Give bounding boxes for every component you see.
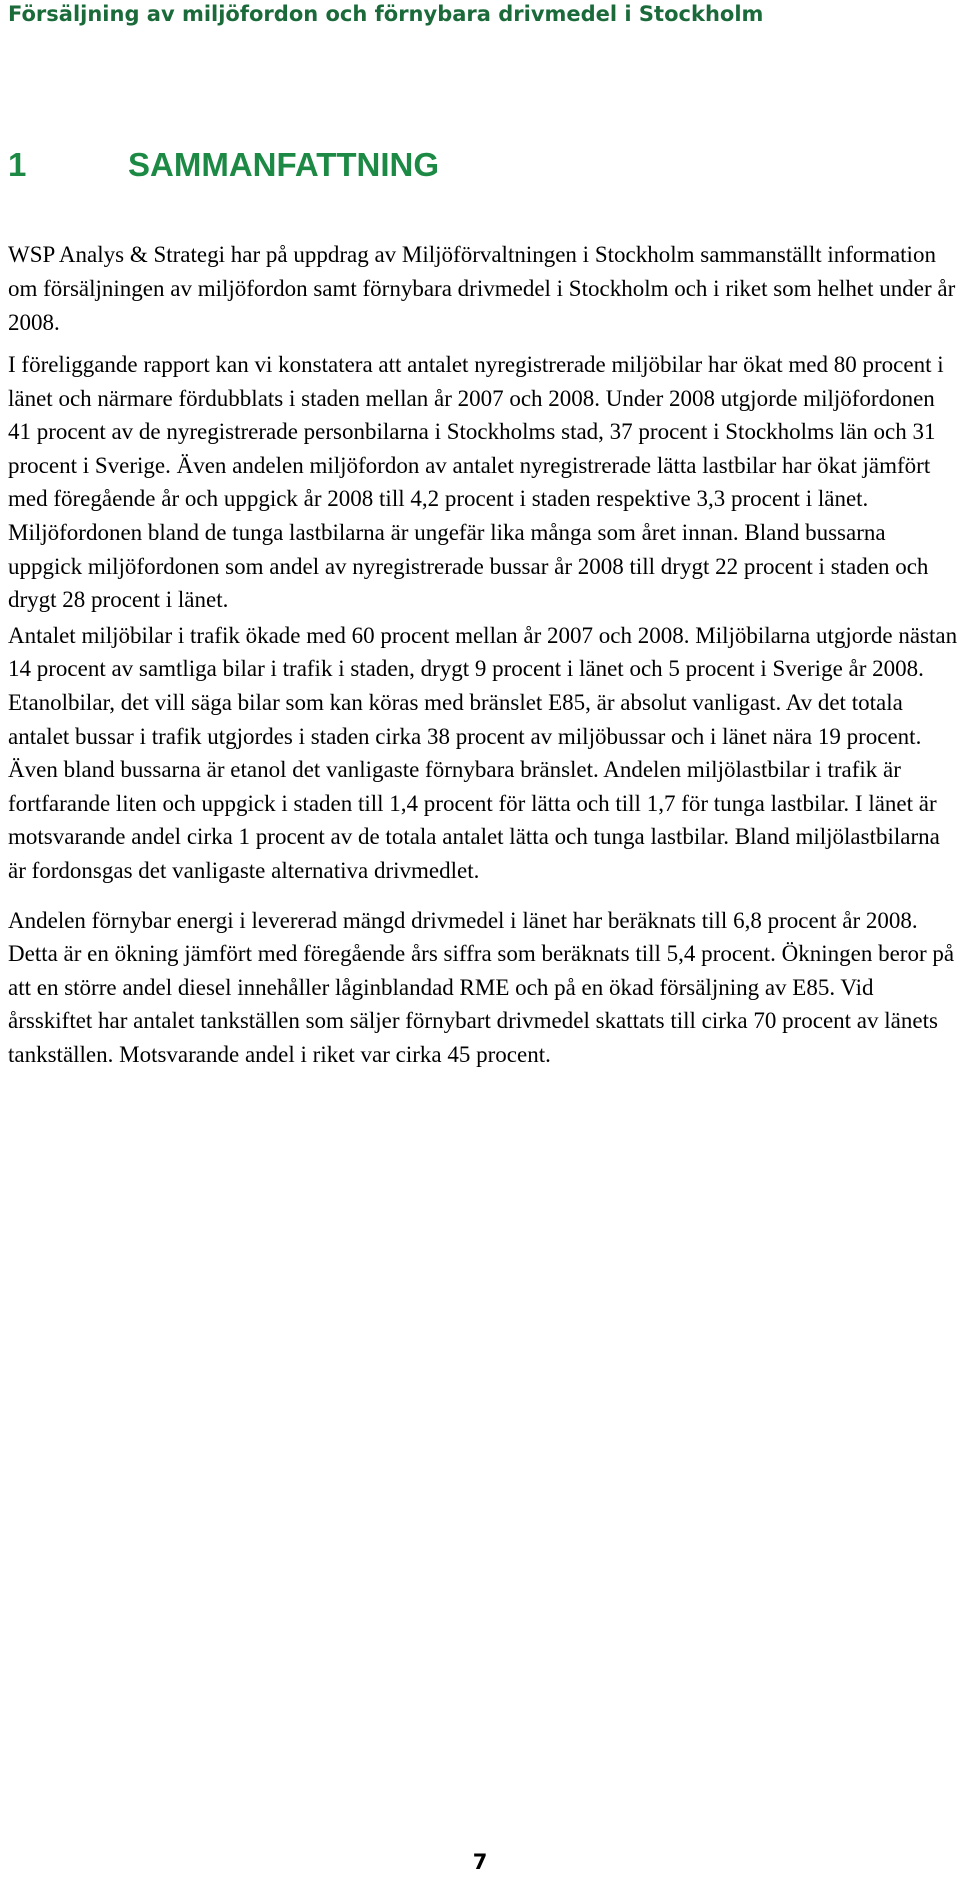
paragraph-new-registrations: I föreliggande rapport kan vi konstatera att antalet nyregistrerade miljöbilar har ökat med 80 procent i länet och närmare fördubblats i staden mellan år 2007 och 2008. Under 2008 utgjorde miljöfordonen 41 procent av de nyregistrerade personbilarna i Stockholms stad, 37 procent i Stockholms län och 31 procent i Sverige. Även andelen miljöfordon av antalet nyregistrerade lätta lastbilar har ökat jämfört med föregående år och uppgick år 2008 till 4,2 procent i staden respektive 3,3 procent i länet. Miljöfordonen bland de tunga lastbilarna är ungefär lika många som året innan. Bland bussarna uppgick miljöfordonen som andel av nyregistrerade bussar år 2008 till drygt 22 procent i staden och drygt 28 procent i länet. <box>8 352 944 613</box>
running-header: Försäljning av miljöfordon och förnybara drivmedel i Stockholm <box>8 2 764 26</box>
paragraph-vehicles-in-traffic: Antalet miljöbilar i trafik ökade med 60 procent mellan år 2007 och 2008. Miljöbilarna utgjorde nästan 14 procent av samtliga bilar i trafik i staden, drygt 9 procent i länet och 5 procent i Sverige år 2008. Etanolbilar, det vill säga bilar som kan köras med bränslet E85, är absolut vanligast. Av det totala antalet bussar i trafik utgjordes i staden cirka 38 procent av miljöbussar och i länet nära 19 procent. Även bland bussarna är etanol det vanligaste förnybara bränslet. Andelen miljölastbilar i trafik är fortfarande liten och uppgick i staden till 1,4 procent för lätta och till 1,7 för tunga lastbilar. I länet är motsvarande andel cirka 1 procent av de totala antalet lätta och tunga lastbilar. Bland miljölastbilarna är fordonsgas det vanligaste alternativa drivmedlet. <box>8 622 958 883</box>
paragraph-renewable-fuels: Andelen förnybar energi i levererad mängd drivmedel i länet har beräknats till 6,8 procent år 2008. Detta är en ökning jämfört med föregående års siffra som beräknats till 5,4 procent. Ökningen beror på att en större andel diesel innehåller låginblandad RME och på en ökad försäljning av E85. Vid årsskiftet har antalet tankställen som säljer förnybart drivmedel skattats till cirka 70 procent av länets tankställen. Motsvarande andel i riket var cirka 45 procent. <box>8 907 955 1067</box>
paragraph-intro: WSP Analys & Strategi har på uppdrag av Miljöförvaltningen i Stockholm sammanställt information om försäljningen av miljöfordon samt förnybara drivmedel i Stockholm och i riket som helhet under år 2008. <box>8 242 956 335</box>
section-number: 1 <box>8 146 27 183</box>
summary-body <box>8 238 958 1071</box>
page-number: 7 <box>472 1850 488 1874</box>
section-title: SAMMANFATTNING <box>128 146 440 183</box>
